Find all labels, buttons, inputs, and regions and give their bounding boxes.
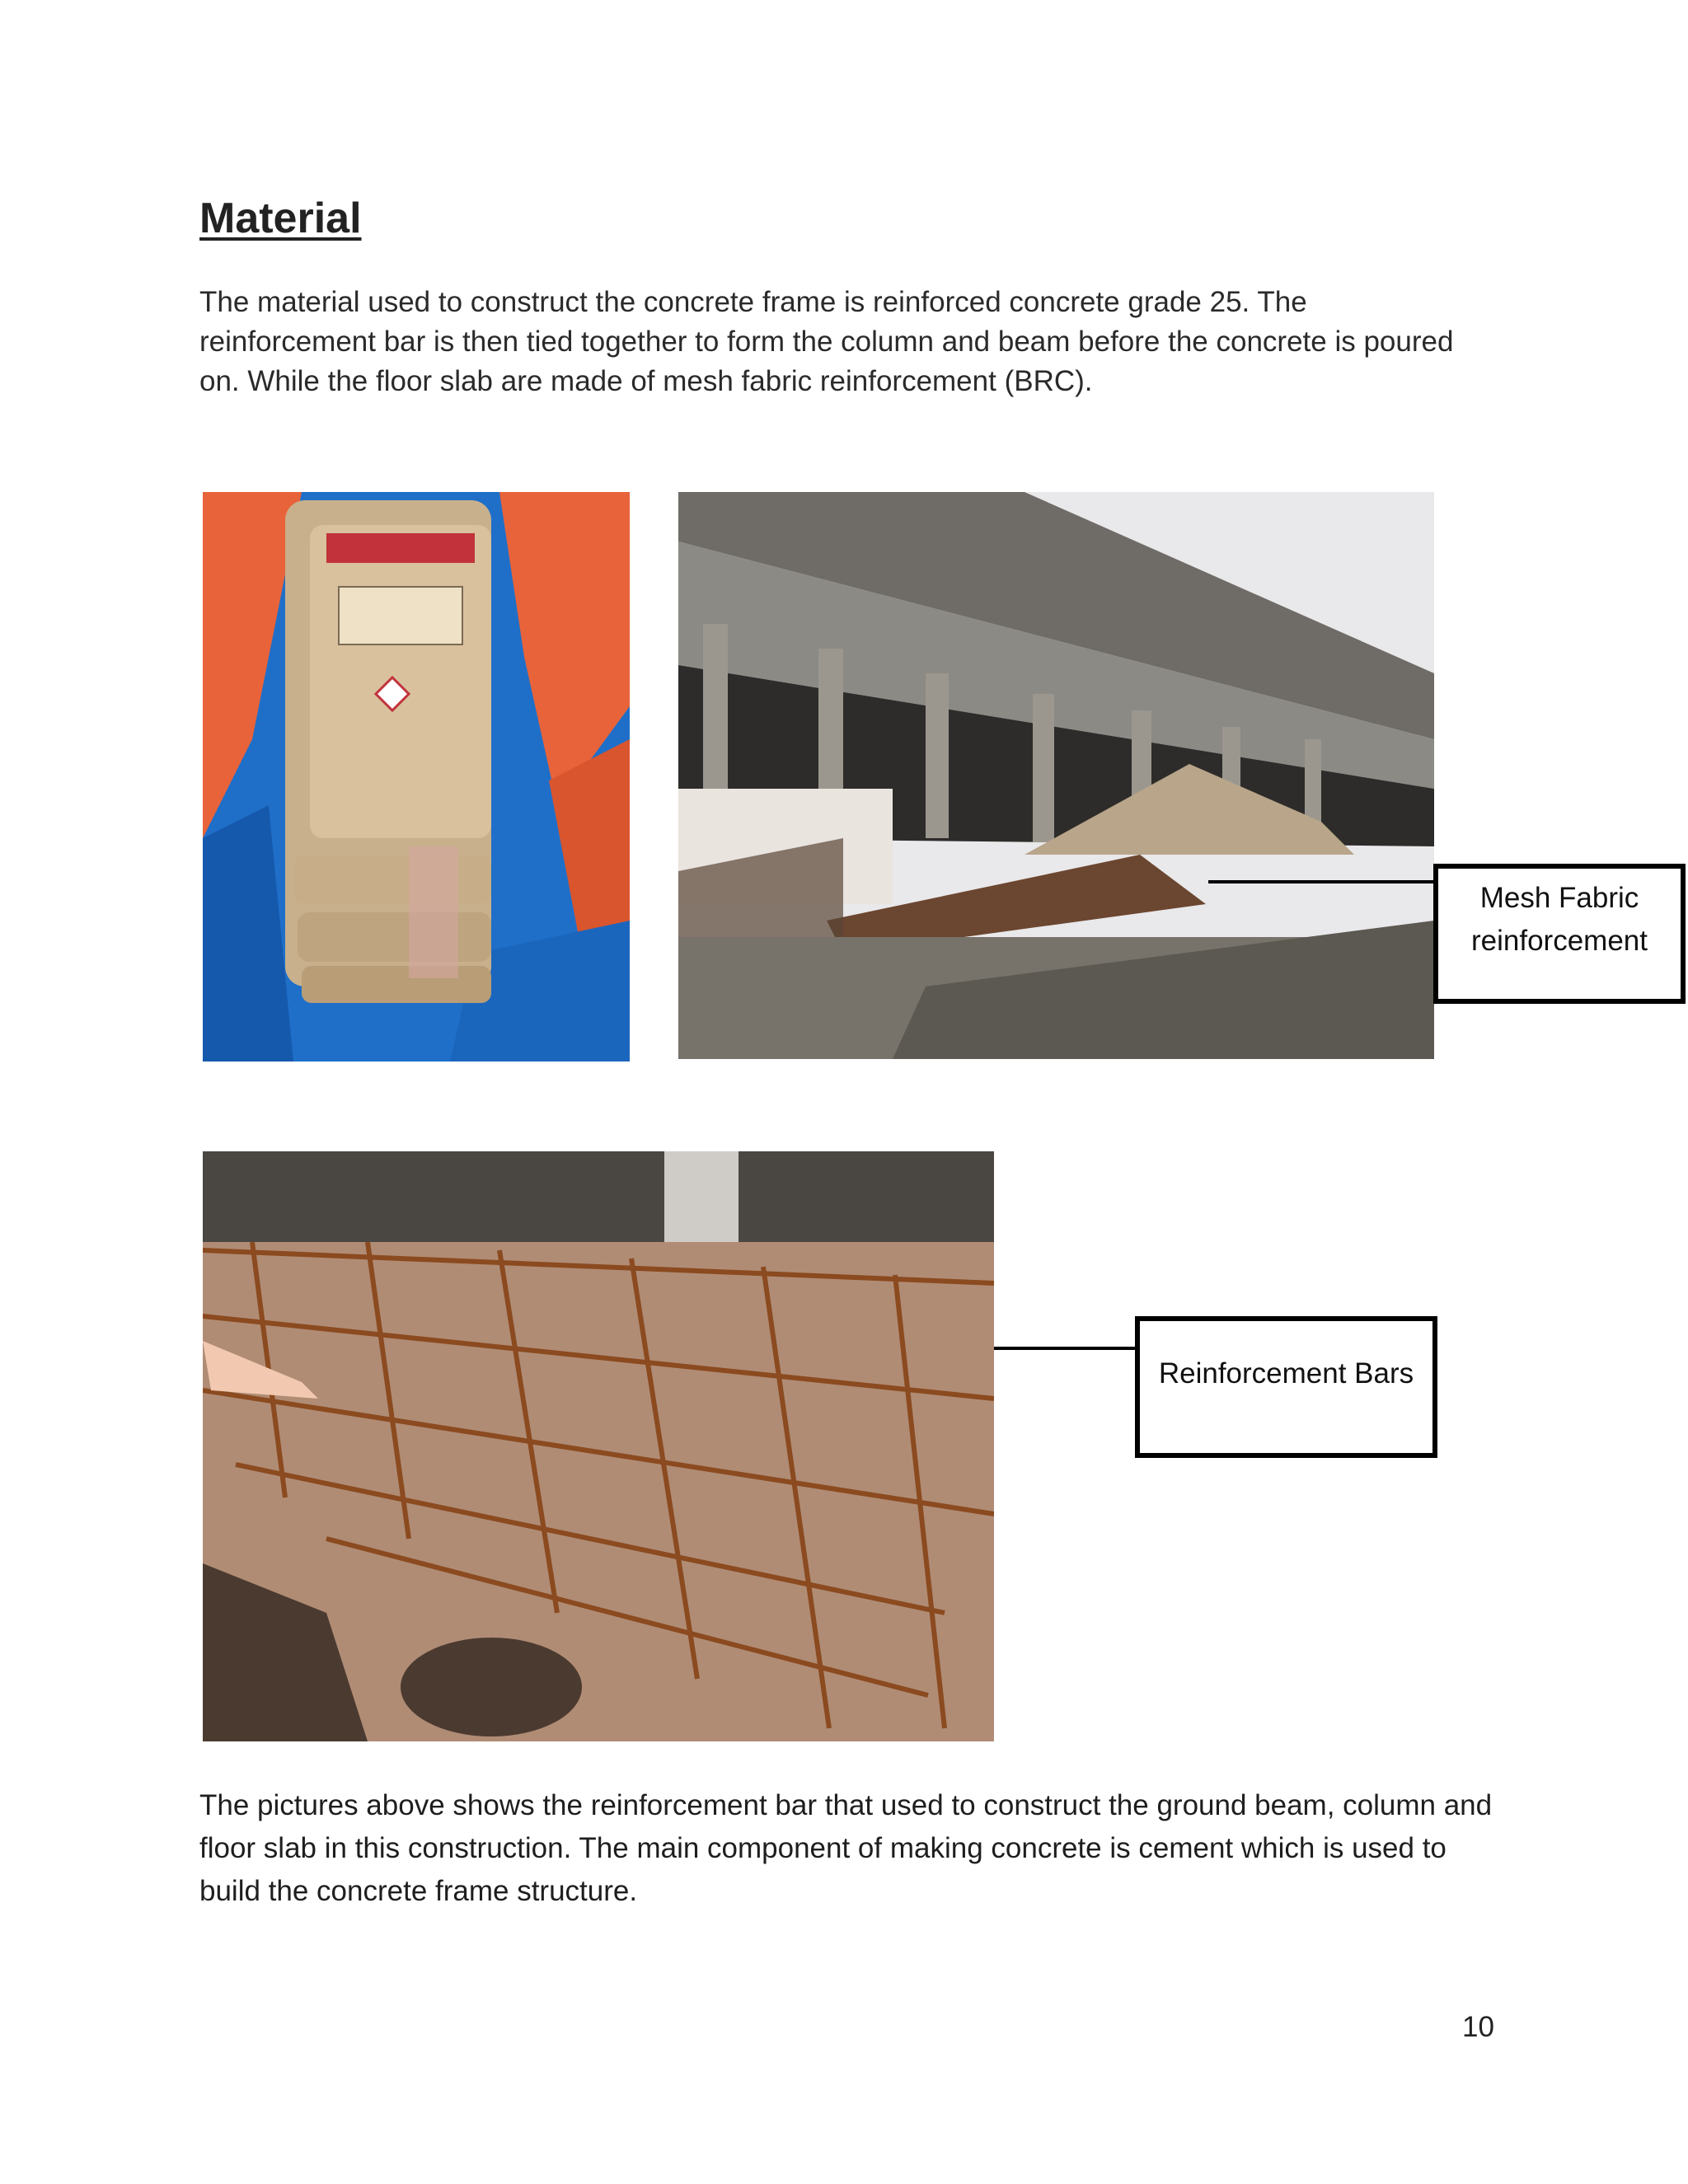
mesh-fabric-callout [1433,864,1686,1004]
photo-caption: The pictures above shows the reinforcement bar that used to construct the ground beam, column and floor slab in this construction. The main component of making concrete is cement which is used to build the concrete frame structure. [199,1789,1493,1907]
page-number: 10 [1462,2011,1494,2043]
mesh-callout-line-2: reinforcement [1471,925,1648,957]
section-heading: Material [199,194,362,242]
bars-callout-leader [994,1347,1137,1350]
reinforcement-bars-callout [1135,1316,1437,1458]
mesh-callout-line-1: Mesh Fabric [1479,882,1639,914]
cement-bags-photo [203,492,630,1062]
mesh-callout-leader [1208,880,1436,883]
construction-site-photo [678,492,1434,1059]
reinforcement-bars-photo [203,1151,994,1741]
intro-paragraph: The material used to construct the concrete frame is reinforced concrete grade 25. The reinforcement bar is then tied together to form the column and beam before the concrete is poured on. While the floor slab are made of mesh fabric reinforcement (BRC). [199,286,1454,397]
bars-callout-label: Reinforcement Bars [1158,1357,1414,1390]
